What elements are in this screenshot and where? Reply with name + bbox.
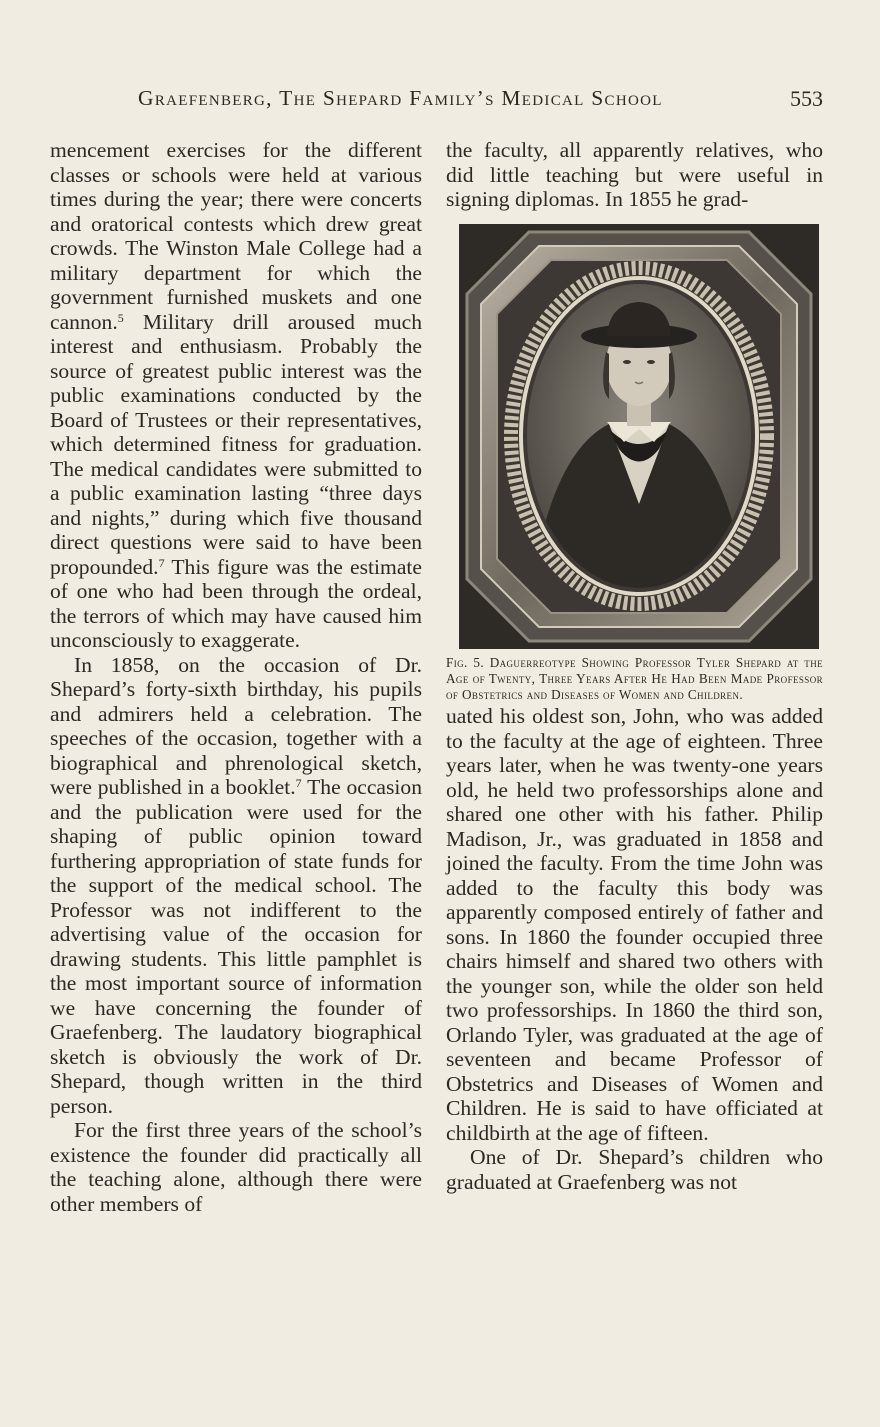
footnote-ref: 7 bbox=[158, 555, 165, 570]
text-run: mencement exercises for the different classes or schools were held at various times during the year; there were concerts and oratorical contests which drew great crowds. The Winston Male College had a military department for which the government furnished muskets and one cannon. bbox=[50, 138, 422, 334]
left-column bbox=[50, 138, 422, 1216]
footnote-ref: 7 bbox=[295, 776, 302, 790]
page-number: 553 bbox=[790, 86, 823, 111]
footnote-ref: 5 bbox=[117, 310, 124, 325]
daguerreotype-portrait bbox=[459, 224, 819, 649]
paragraph: the faculty, all apparently relatives, who did little teaching but were useful in signing diplomas. In 1855 he grad- bbox=[446, 138, 823, 211]
text-run: This figure was the estimate of one who had been through the ordeal, the terrors of which may have caused him unconsciously to exaggerate. bbox=[50, 554, 422, 652]
figure-caption: Fig. 5. Daguerreotype Showing Professor Tyler Shepard at the Age of Twenty, Three Years After He Had Been Made Professor of Obstetrics and Diseases of Women and Children. bbox=[446, 655, 823, 703]
text-run: The occasion and the publication were used for the shaping of public opinion toward furthering appropriation of state funds for the support of the medical school. The Professor was not indifferent to the advertising value of the occasion for drawing students. This little pamphlet is the most important source of information we have concerning the founder of Graefenberg. The laudatory biographical sketch is obviously the work of Dr. Shepard, though written in the third person. bbox=[50, 775, 422, 1118]
paragraph: uated his oldest son, John, who was added to the faculty at the age of eighteen. Three years later, when he was twenty-one years old, he held two professorships alone and shared one other with his father. Philip Madison, Jr., was graduated in 1858 and joined the faculty. From the time John was added to the faculty this body was apparently composed entirely of father and sons. In 1860 the founder occupied three chairs himself and shared two others with the younger son, while the older son held two professorships. In 1860 the third son, Orlando Tyler, was graduated at the age of seventeen and became Professor of Obstetrics and Diseases of Women and Children. He is said to have officiated at childbirth at the age of fifteen. bbox=[446, 704, 823, 1145]
page-header bbox=[0, 86, 880, 120]
paragraph bbox=[50, 138, 422, 653]
running-head: Graefenberg, The Shepard Family’s Medical School bbox=[138, 86, 663, 110]
text-run: In 1858, on the occasion of Dr. Shepard’s forty-sixth birthday, his pupils and admirers held a celebration. The speeches of the occasion, together with a biographical and phrenological sketch, were published in a booklet. bbox=[50, 652, 422, 799]
paragraph bbox=[50, 653, 422, 1119]
daguerreotype-figure bbox=[459, 224, 819, 649]
text-run: Military drill aroused much interest and enthusiasm. Probably the source of greatest public interest was the public examinations conducted by the Board of Trustees or their representatives, which determined fitness for graduation. The medical candidates were submitted to a public examination lasting “three days and nights,” during which five thousand direct questions were said to have been propounded. bbox=[50, 309, 422, 579]
paragraph: For the first three years of the school’s existence the founder did practically all the teaching alone, although there were other members of bbox=[50, 1118, 422, 1216]
right-column-continuation bbox=[446, 704, 823, 1194]
paragraph: One of Dr. Shepard’s children who graduated at Graefenberg was not bbox=[446, 1145, 823, 1194]
